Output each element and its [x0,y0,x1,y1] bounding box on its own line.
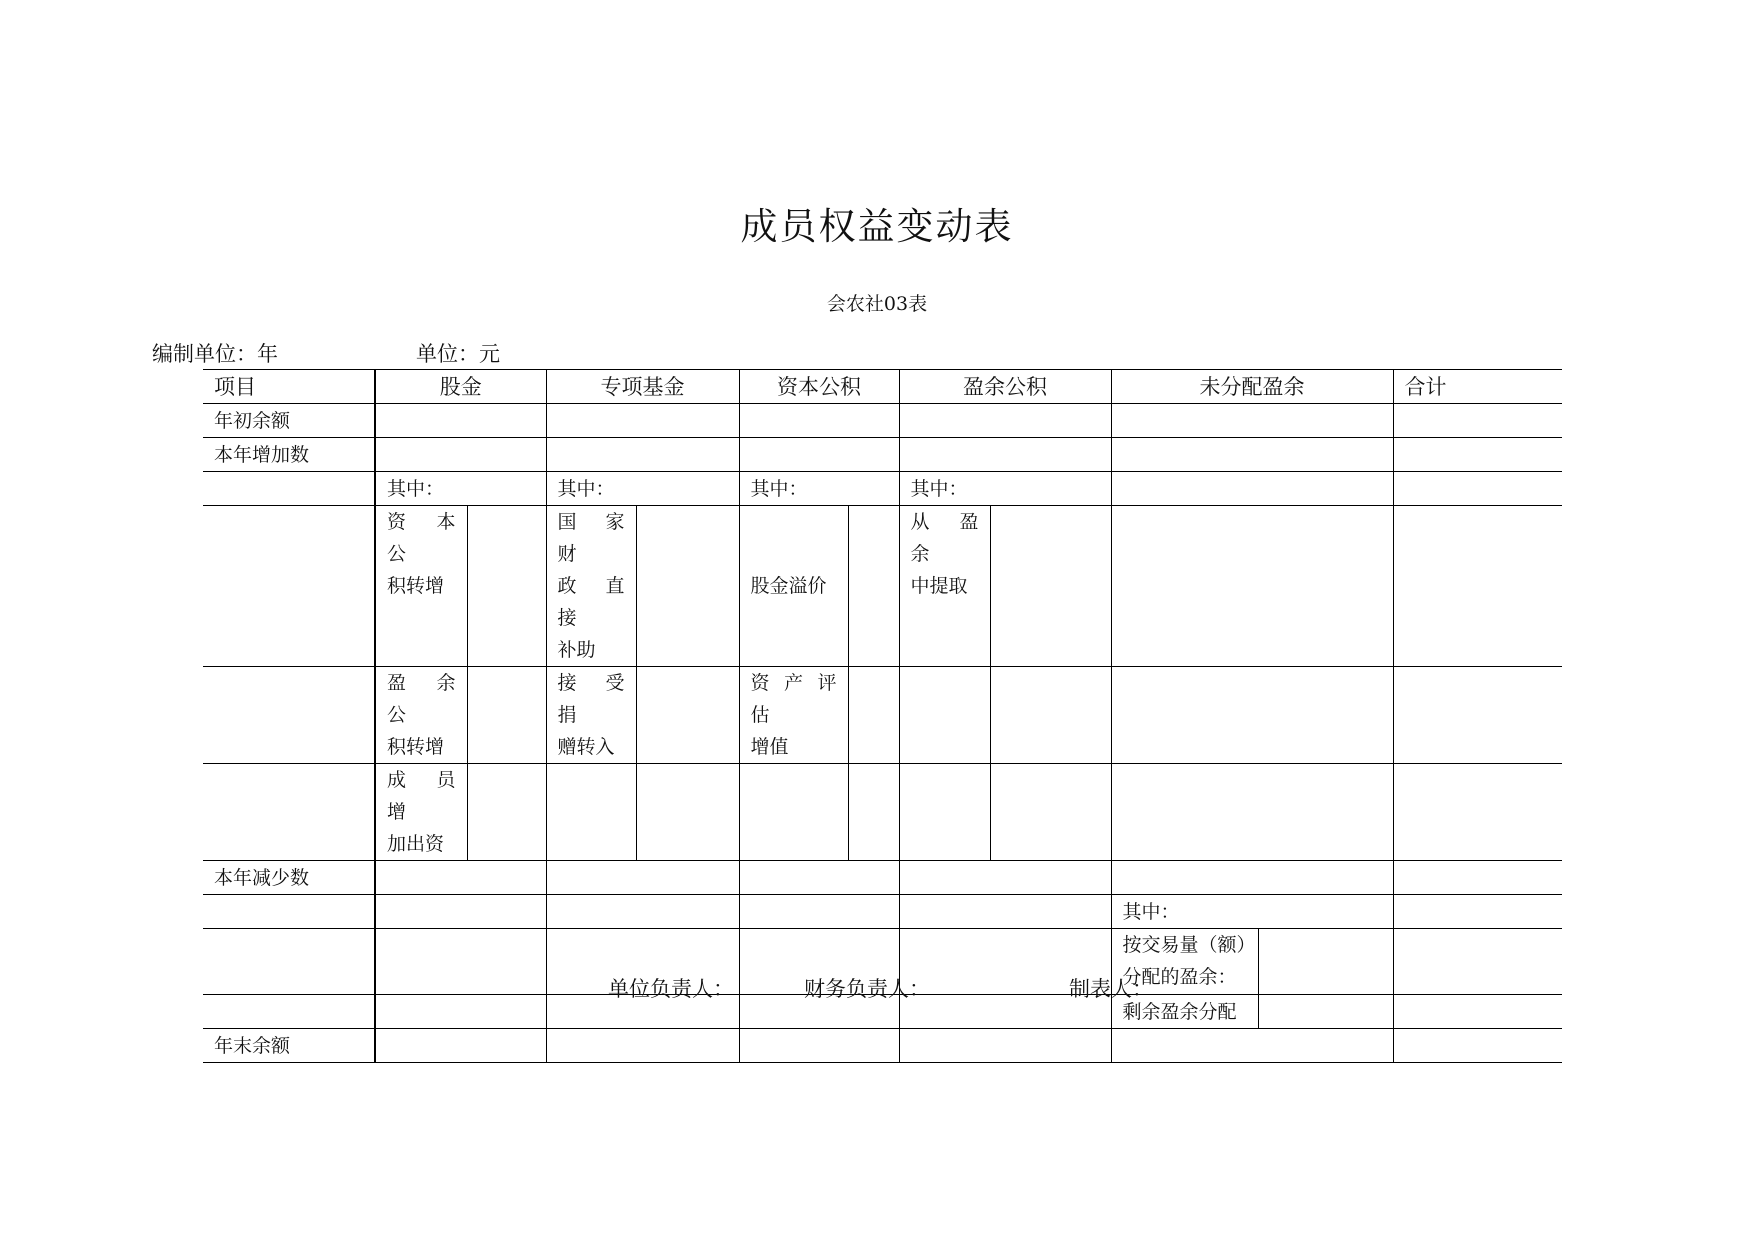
table-cell [375,995,546,1029]
table-cell [375,438,546,472]
cell-share-premium: 股金溢价 [739,506,848,667]
table-cell [1111,472,1393,506]
table-cell [1393,929,1562,995]
table-cell [739,1029,899,1063]
table-cell [1111,506,1393,667]
cell-text-line: 资 产 评 估 [750,672,837,726]
table-cell [203,895,375,929]
finance-head-signature-label: 财务负责人： [804,977,930,1001]
table-cell [636,764,739,861]
cell-text-line: 资 本 公 [387,511,456,565]
header-item: 项目 [203,370,375,404]
table-cell [203,667,375,764]
table-row [203,506,1562,667]
table-cell [1393,667,1562,764]
table-cell [848,667,899,764]
currency-unit-label: 单位：元 [416,342,500,366]
table-cell [990,764,1111,861]
table-row [203,404,1562,438]
table-row [203,667,1562,764]
table-cell [990,667,1111,764]
page-title: 成员权益变动表 [740,205,1014,248]
table-cell [203,506,375,667]
table-row [203,1029,1562,1063]
table-cell [1393,764,1562,861]
cell-remaining-distribution: 剩余盈余分配 [1111,995,1258,1029]
header-special-fund: 专项基金 [546,370,739,404]
table-header-row [203,370,1562,404]
table-cell [546,895,739,929]
cell-text-line: 增值 [750,736,789,758]
table-row [203,895,1562,929]
table-cell [1393,861,1562,895]
table-cell [1393,895,1562,929]
table-cell [1111,404,1393,438]
cell-text-line: 政 直 接 [557,575,625,629]
table-cell [1258,929,1393,995]
cell-text-line: 分配的盈余： [1122,966,1237,988]
table-row [203,861,1562,895]
table-cell [739,895,899,929]
table-row [203,764,1562,861]
cell-donation [546,667,636,764]
cell-text-line: 盈 余 公 [387,672,456,726]
table-cell [1393,404,1562,438]
table-cell [546,404,739,438]
table-cell [375,404,546,438]
table-cell [546,438,739,472]
cell-text-line: 成 员 增 [387,769,456,823]
table-cell [375,895,546,929]
table-cell [1111,438,1393,472]
table-cell [1393,438,1562,472]
table-cell [1393,472,1562,506]
table-cell [739,764,848,861]
cell-text-line: 补助 [557,639,596,661]
equity-change-table [203,369,1562,1063]
table-cell [636,506,739,667]
cell-member-contribution [375,764,467,861]
cell-text-line: 积转增 [387,736,445,758]
cell-text-line: 从 盈 余 [910,511,979,565]
of-which-undistributed: 其中： [1111,895,1393,929]
table-cell [739,438,899,472]
of-which-share-capital: 其中： [375,472,546,506]
row-label-opening: 年初余额 [203,404,375,438]
table-cell [848,506,899,667]
table-cell [546,861,739,895]
table-cell [1258,995,1393,1029]
table-cell [1111,1029,1393,1063]
table-cell [546,1029,739,1063]
header-capital-reserve: 资本公积 [739,370,899,404]
table-cell [899,764,990,861]
unit-head-signature-label: 单位负责人： [608,977,734,1001]
table-cell [899,438,1111,472]
header-share-capital: 股金 [375,370,546,404]
table-cell [203,764,375,861]
table-cell [739,861,899,895]
cell-from-surplus [899,506,990,667]
table-cell [899,667,990,764]
table-cell [899,1029,1111,1063]
table-cell [546,764,636,861]
cell-text-line: 积转增 [387,575,445,597]
of-which-capital-reserve: 其中： [739,472,899,506]
preparer-signature-label: 制表人： [1069,977,1153,1001]
table-cell [1111,861,1393,895]
cell-asset-revaluation [739,667,848,764]
table-row [203,438,1562,472]
table-cell [375,861,546,895]
table-cell [467,764,546,861]
table-cell [375,1029,546,1063]
table-cell [739,404,899,438]
cell-capital-reserve-transfer [375,506,467,667]
table-row [203,472,1562,506]
table-cell [1393,506,1562,667]
cell-text-line: 中提取 [910,575,968,597]
table-cell [1111,764,1393,861]
cell-state-subsidy [546,506,636,667]
of-which-surplus-reserve: 其中： [899,472,1111,506]
cell-surplus-reserve-transfer [375,667,467,764]
table-cell [467,667,546,764]
table-cell [636,667,739,764]
table-cell [467,506,546,667]
table-cell [203,929,375,995]
cell-text-line: 国 家 财 [557,511,625,565]
header-surplus-reserve: 盈余公积 [899,370,1111,404]
row-label-decrease: 本年减少数 [203,861,375,895]
table-cell [1111,667,1393,764]
table-cell [1393,1029,1562,1063]
table-cell [899,861,1111,895]
table-cell [848,764,899,861]
prepared-by-label: 编制单位：年 [152,342,278,366]
cell-text-line: 加出资 [387,833,445,855]
form-number: 会农社03表 [826,293,928,315]
row-label-increase: 本年增加数 [203,438,375,472]
cell-text-line: 按交易量（额） [1122,934,1256,956]
cell-text-line: 赠转入 [557,736,615,758]
row-label-closing: 年末余额 [203,1029,375,1063]
table-cell [1393,995,1562,1029]
table-cell [899,895,1111,929]
table-cell [990,506,1111,667]
table-cell [203,995,375,1029]
table-cell [899,404,1111,438]
header-undistributed-surplus: 未分配盈余 [1111,370,1393,404]
table-cell [375,929,546,995]
table-cell [203,472,375,506]
header-total: 合计 [1393,370,1562,404]
of-which-special-fund: 其中： [546,472,739,506]
cell-text-line: 接 受 捐 [557,672,625,726]
